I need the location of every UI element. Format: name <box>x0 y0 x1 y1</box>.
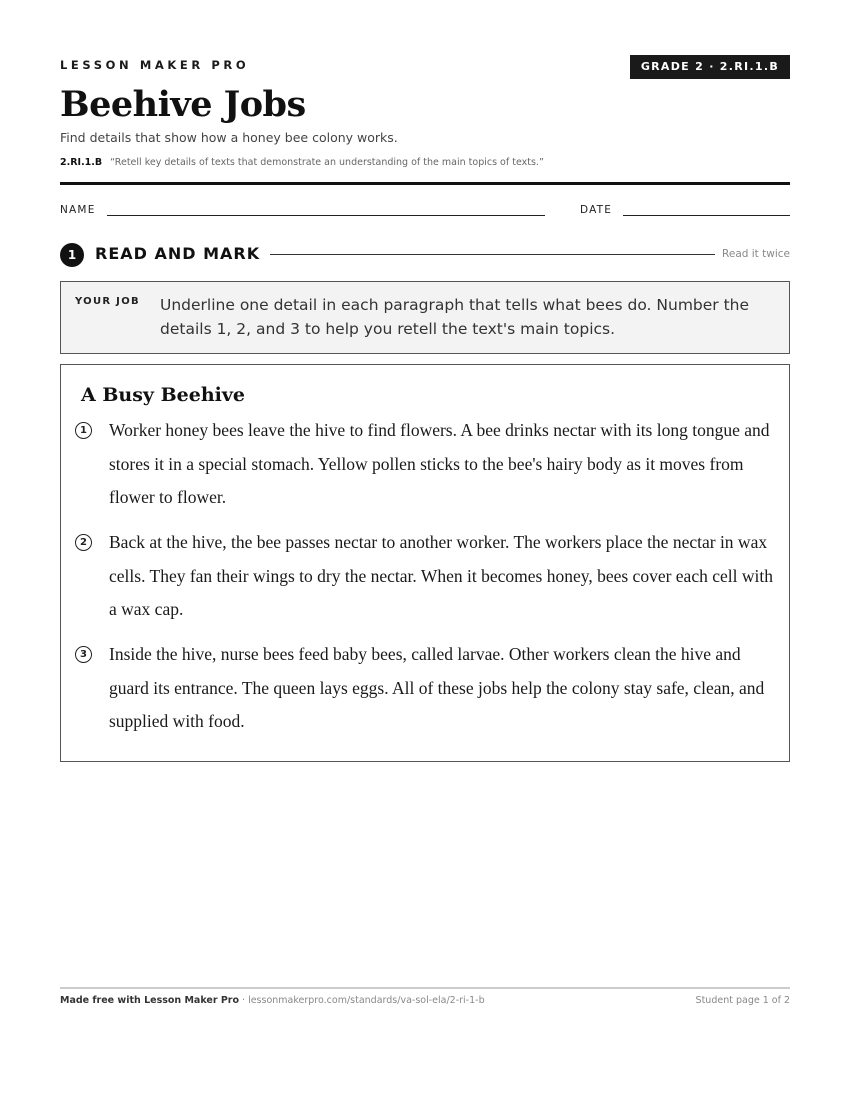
footer-credit <box>60 995 485 1006</box>
page-subtitle: Find details that show how a honey bee colony works. <box>60 130 398 145</box>
brand-name: LESSON MAKER PRO <box>60 58 250 72</box>
footer-url[interactable]: · lessonmakerpro.com/standards/va-sol-ela/2-ri-1-b <box>239 995 485 1006</box>
grade-badge: GRADE 2 · 2.RI.1.B <box>630 55 790 79</box>
standard-text: “Retell key details of texts that demonstrate an understanding of the main topics of texts.” <box>110 157 544 168</box>
date-label: DATE <box>580 204 613 216</box>
instructions-box <box>60 281 790 354</box>
paragraph-text: Back at the hive, the bee passes nectar to another worker. The workers place the nectar in wax cells. They fan their wings to dry the nectar. When it becomes honey, bees cover each cell with a wax cap. <box>109 532 773 620</box>
paragraph-number: 2 <box>75 534 92 551</box>
page-indicator: Student page 1 of 2 <box>695 995 790 1006</box>
paragraph-text: Worker honey bees leave the hive to find flowers. A bee drinks nectar with its long tongue and stores it in a special stomach. Yellow pollen sticks to the bee's hairy body as it moves from flower to flower. <box>109 420 770 508</box>
paragraph-number: 3 <box>75 646 92 663</box>
worksheet-page <box>60 0 790 1100</box>
section-title: READ AND MARK <box>95 244 261 263</box>
reading-passage <box>60 364 790 762</box>
date-field[interactable] <box>623 215 790 216</box>
footer-divider <box>60 987 790 989</box>
passage-title: A Busy Beehive <box>81 384 245 406</box>
header-divider <box>60 182 790 185</box>
standard-code: 2.RI.1.B <box>60 157 103 168</box>
paragraph-text: Inside the hive, nurse bees feed baby bees, called larvae. Other workers clean the hive and guard its entrance. The queen lays eggs. All of these jobs help the colony stay safe, clean, and supplied with food. <box>109 644 765 732</box>
page-title: Beehive Jobs <box>60 84 306 125</box>
instructions-text: Underline one detail in each paragraph that tells what bees do. Number the details 1, 2, and 3 to help you retell the text's main topics. <box>160 296 750 338</box>
standard-line <box>60 157 544 168</box>
name-label: NAME <box>60 204 96 216</box>
section-number-badge: 1 <box>60 243 84 267</box>
name-field[interactable] <box>107 215 545 216</box>
paragraph-number: 1 <box>75 422 92 439</box>
instructions-label: YOUR JOB <box>75 296 140 307</box>
section-note: Read it twice <box>722 248 790 260</box>
section-divider <box>270 254 715 255</box>
footer-made-with: Made free with Lesson Maker Pro <box>60 995 240 1006</box>
